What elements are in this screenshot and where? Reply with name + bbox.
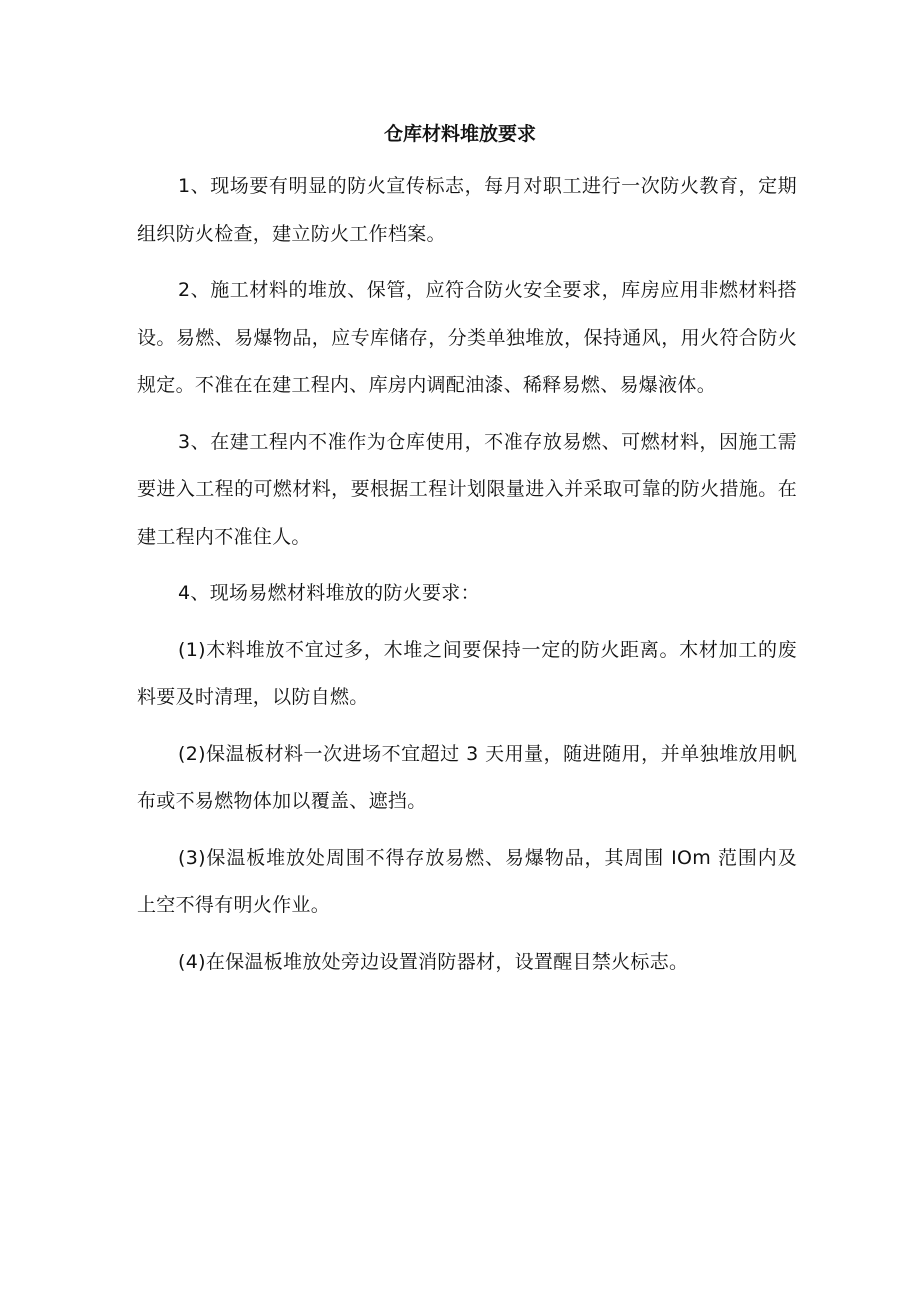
paragraph-1: 1、现场要有明显的防火宣传标志，每月对职工进行一次防火教育，定期组织防火检查，建立防火工作档案。 (137, 175, 797, 245)
paragraph-3: 3、在建工程内不准作为仓库使用，不准存放易燃、可燃材料，因施工需要进入工程的可燃材料，要根据工程计划限量进入并采取可靠的防火措施。在建工程内不准住人。 (137, 430, 797, 548)
document-title: 仓库材料堆放要求 (383, 123, 536, 145)
paragraph-2: 2、施工材料的堆放、保管，应符合防火安全要求，库房应用非燃材料搭设。易燃、易爆物品，应专库储存，分类单独堆放，保持通风，用火符合防火规定。不准在在建工程内、库房内调配油漆、稀释易燃、易爆液体。 (137, 279, 797, 396)
document-body (137, 163, 797, 995)
paragraph-4-item-1: (1)木料堆放不宜过多，木堆之间要保持一定的防火距离。木材加工的废料要及时清理，以防自燃。 (137, 638, 797, 708)
paragraph-4-item-2: (2)保温板材料一次进场不宜超过 3 天用量，随进随用，并单独堆放用帆布或不易燃物体加以覆盖、遮挡。 (137, 742, 797, 812)
paragraph-4-item-3: (3)保温板堆放处周围不得存放易燃、易爆物品，其周围 IOm 范围内及上空不得有明火作业。 (137, 846, 797, 916)
paragraph-4: 4、现场易燃材料堆放的防火要求： (178, 582, 480, 604)
paragraph-4-item-4: (4)在保温板堆放处旁边设置消防器材，设置醒目禁火标志。 (178, 950, 689, 973)
